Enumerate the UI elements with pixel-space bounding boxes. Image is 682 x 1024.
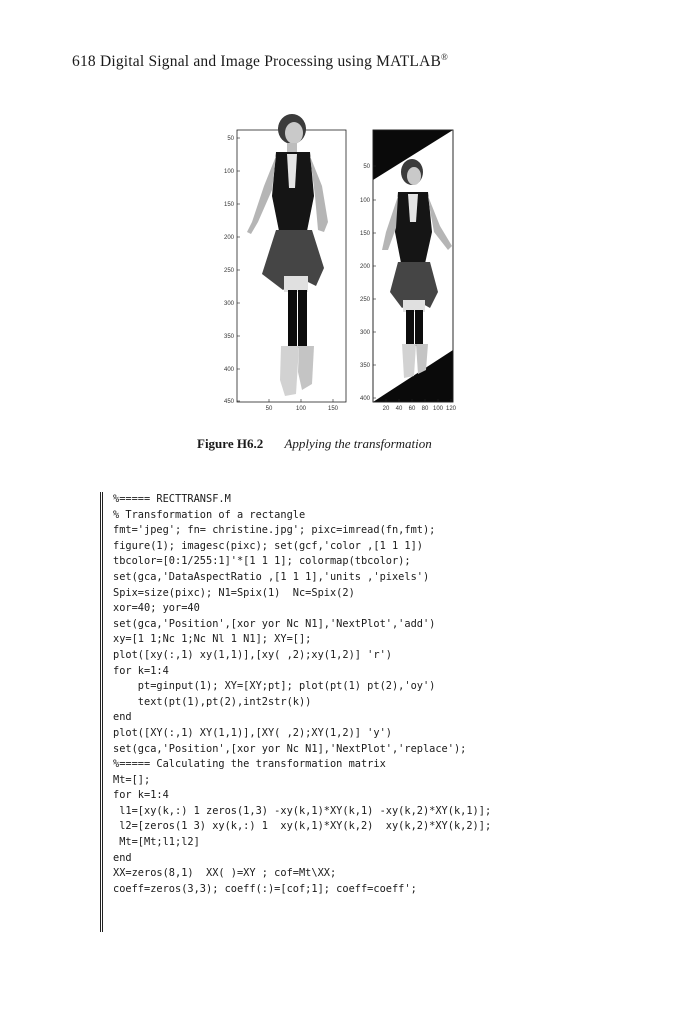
code-line: set(gca,'Position',[xor yor Nc N1],'NextPlot','replace'); [113, 742, 467, 755]
right-x-tick: 120 [445, 406, 457, 412]
code-line: set(gca,'Position',[xor yor Nc N1],'NextPlot','add') [113, 617, 436, 630]
code-line: for k=1:4 [113, 664, 169, 677]
right-x-tick: 40 [395, 406, 403, 412]
figure-h6-2 [0, 0, 682, 430]
left-y-tick: 200 [223, 235, 234, 241]
left-y-tick: 350 [223, 334, 234, 340]
code-line: l1=[xy(k,:) 1 zeros(1,3) -xy(k,1)*XY(k,1) -xy(k,2)*XY(k,1)]; [113, 804, 492, 817]
right-y-tick: 250 [359, 297, 370, 303]
page-number: 618 [72, 53, 96, 71]
code-line: xy=[1 1;Nc 1;Nc Nl 1 N1]; XY=[]; [113, 633, 312, 646]
right-x-tick: 80 [421, 406, 429, 412]
right-y-tick: 50 [363, 164, 370, 170]
right-y-tick: 150 [359, 231, 370, 237]
left-y-tick: 300 [223, 301, 234, 307]
code-line: Spix=size(pixc); N1=Spix(1) Nc=Spix(2) [113, 586, 355, 599]
code-line: end [113, 851, 132, 864]
code-listing [100, 492, 593, 932]
right-y-tick: 200 [359, 264, 370, 270]
right-y-tick: 100 [359, 198, 370, 204]
code-line: end [113, 711, 132, 724]
code-line: tbcolor=[0:1/255:1]'*[1 1 1]; colormap(tbcolor); [113, 555, 411, 568]
code-line: set(gca,'DataAspectRatio ,[1 1 1],'units ,'pixels') [113, 570, 430, 583]
right-y-tick: 400 [359, 396, 370, 402]
code-line: pt=ginput(1); XY=[XY;pt]; plot(pt(1) pt(2),'oy') [113, 680, 436, 693]
code-line: text(pt(1),pt(2),int2str(k)) [113, 695, 312, 708]
right-y-tick: 300 [359, 330, 370, 336]
code-line: figure(1); imagesc(pixc); set(gcf,'color ,[1 1 1]) [113, 539, 423, 552]
code-line: plot([XY(:,1) XY(1,1)],[XY( ,2);XY(1,2)] 'y') [113, 726, 392, 739]
code-line: coeff=zeros(3,3); coeff(:)=[cof;1]; coeff=coeff'; [113, 882, 417, 895]
left-y-tick: 400 [223, 367, 234, 373]
left-y-tick: 450 [223, 399, 234, 405]
code-line: Mt=[]; [113, 773, 151, 786]
code-line: Mt=[Mt;l1;l2] [113, 836, 200, 849]
code-line: XX=zeros(8,1) XX( )=XY ; cof=Mt\XX; [113, 867, 337, 880]
code-line: for k=1:4 [113, 789, 169, 802]
right-x-tick: 60 [408, 406, 416, 412]
book-title: Digital Signal and Image Processing using MATLAB [99, 53, 442, 71]
registered-mark: ® [441, 52, 449, 62]
code-line: % Transformation of a rectangle [113, 508, 306, 521]
left-x-tick: 100 [295, 406, 307, 412]
code-line: plot([xy(:,1) xy(1,1)],[xy( ,2);xy(1,2)] 'r') [113, 648, 392, 661]
code-line: fmt='jpeg'; fn= christine.jpg'; pixc=imread(fn,fmt); [113, 524, 436, 537]
right-x-tick: 20 [382, 406, 390, 412]
code-line: %===== Calculating the transformation matrix [113, 758, 386, 771]
code-line: l2=[zeros(1 3) xy(k,:) 1 xy(k,1)*XY(k,2) xy(k,2)*XY(k,2)]; [113, 820, 492, 833]
left-y-tick: 150 [223, 202, 234, 208]
code-line: xor=40; yor=40 [113, 602, 200, 615]
figure-caption [197, 436, 432, 452]
caption-label: Figure H6.2 [197, 436, 264, 451]
left-x-tick: 50 [265, 406, 273, 412]
left-x-tick: 150 [327, 406, 339, 412]
left-y-tick: 50 [227, 136, 234, 142]
code-line: %===== RECTTRANSF.M [113, 493, 231, 505]
left-y-tick: 100 [223, 169, 234, 175]
right-x-tick: 100 [432, 406, 444, 412]
right-y-tick: 350 [359, 363, 370, 369]
left-y-tick: 250 [223, 268, 234, 274]
caption-text: Applying the transformation [284, 436, 432, 451]
